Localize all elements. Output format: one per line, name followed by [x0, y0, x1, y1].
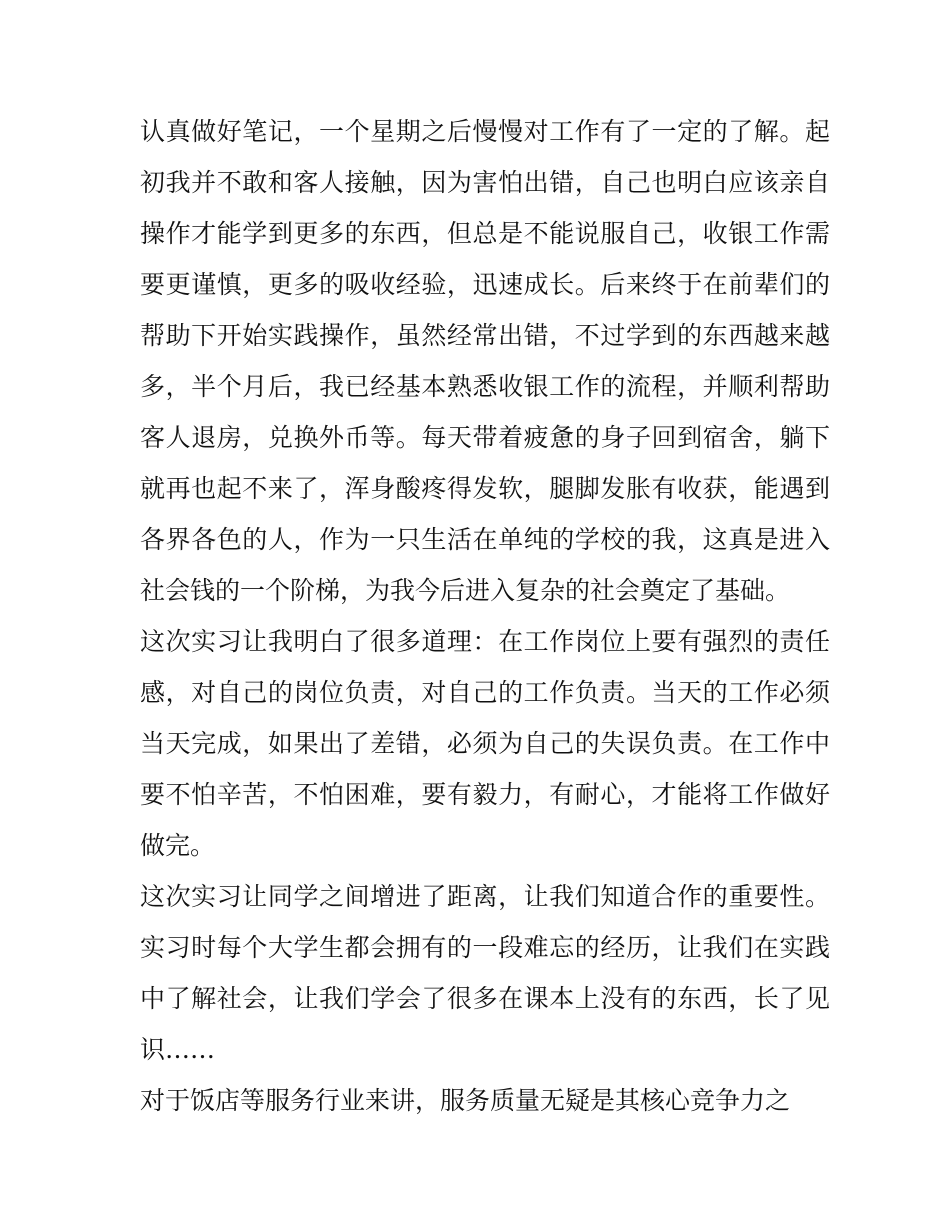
document-body: [140, 106, 830, 1126]
paragraph-3: 这次实习让同学之间增进了距离，让我们知道合作的重要性。实习时每个大学生都会拥有的一段难忘的经历，让我们在实践中了解社会，让我们学会了很多在课本上没有的东西，长了见识……: [140, 882, 830, 1064]
paragraph-1: 认真做好笔记，一个星期之后慢慢对工作有了一定的了解。起初我并不敢和客人接触，因为害怕出错，自己也明白应该亲自操作才能学到更多的东西，但总是不能说服自己，收银工作需要更谨慎，更多的吸收经验，迅速成长。后来终于在前辈们的帮助下开始实践操作，虽然经常出错，不过学到的东西越来越多，半个月后，我已经基本熟悉收银工作的流程，并顺利帮助客人退房，兑换外币等。每天带着疲惫的身子回到宿舍，躺下就再也起不来了，浑身酸疼得发软，腿脚发胀有收获，能遇到各界各色的人，作为一只生活在单纯的学校的我，这真是进入社会钱的一个阶梯，为我今后进入复杂的社会奠定了基础。: [140, 117, 830, 605]
paragraph-2: 这次实习让我明白了很多道理：在工作岗位上要有强烈的责任感，对自己的岗位负责，对自己的工作负责。当天的工作必须当天完成，如果出了差错，必须为自己的失误负责。在工作中要不怕辛苦，不怕困难，要有毅力，有耐心，才能将工作做好做完。: [140, 627, 830, 860]
paragraph-4: 对于饭店等服务行业来讲，服务质量无疑是其核心竞争力之: [140, 1086, 791, 1115]
